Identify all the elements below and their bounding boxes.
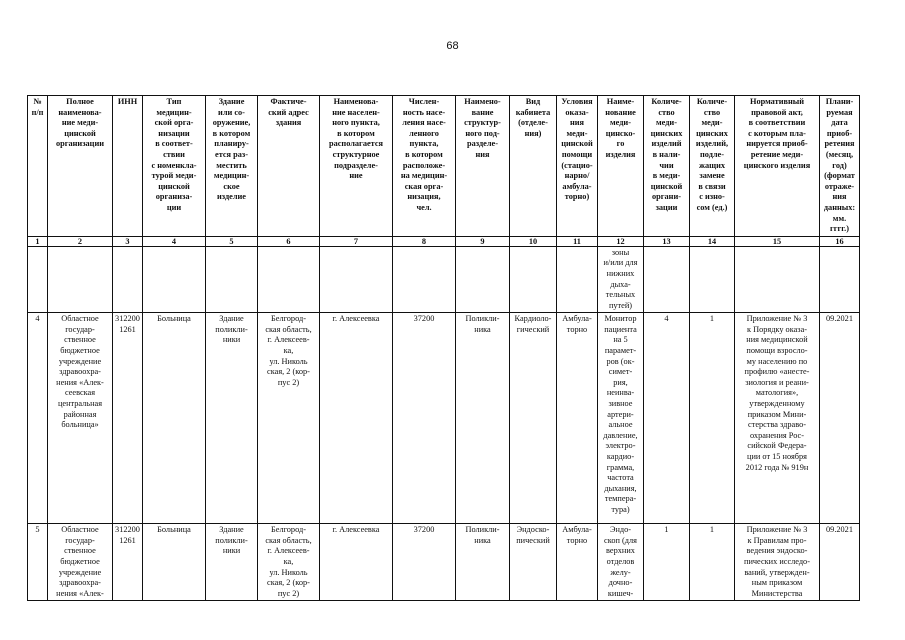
column-number: 16 bbox=[820, 236, 860, 246]
header-cell: Наиме- нование меди- цинско- го изделия bbox=[598, 96, 644, 237]
table-row bbox=[28, 313, 860, 524]
column-number: 5 bbox=[206, 236, 258, 246]
device-cell-continuation: зоны и/или для нижних дыха- тельных путей) bbox=[598, 246, 644, 313]
header-cell: ИНН bbox=[113, 96, 143, 237]
purchase-date: 09.2021 bbox=[820, 313, 860, 524]
row-number: 5 bbox=[28, 524, 48, 601]
building: Здание поликли- ники bbox=[206, 524, 258, 601]
header-cell: Наимено- вание структур- ного под- разделе- ния bbox=[456, 96, 510, 237]
org-type: Больница bbox=[143, 524, 206, 601]
population: 37200 bbox=[393, 524, 456, 601]
column-number: 6 bbox=[258, 236, 320, 246]
header-cell: Плани- руемая дата приоб- ретения (месяц, год) (формат отраже- ния данных: мм. гггг.) bbox=[820, 96, 860, 237]
continuation-row bbox=[28, 246, 860, 313]
column-number: 9 bbox=[456, 236, 510, 246]
legal-act: Приложение № 3 к Порядку оказа- ния медицинской помощи взросло- му населению по профилю «анесте- зиология и реани- матология», утвержденному приказом Мини- стерства здраво- охранения Рос- сийской Федера- ции от 15 ноября 2012 года № 919н bbox=[735, 313, 820, 524]
device-name: Эндо- скоп (для верхних отделов желу- дочно- кишеч- bbox=[598, 524, 644, 601]
header-cell: № п/п bbox=[28, 96, 48, 237]
header-row bbox=[28, 96, 860, 237]
qty-replace: 1 bbox=[690, 313, 735, 524]
row-number: 4 bbox=[28, 313, 48, 524]
device-name: Монитор пациента на 5 парамет- ров (ок- симет- рия, неинва- зивное артери- альное давление, электро- кардио- грамма, частота дыхания, темпера- тура) bbox=[598, 313, 644, 524]
cabinet-type: Кардиоло- гический bbox=[510, 313, 557, 524]
unit: Поликли- ника bbox=[456, 524, 510, 601]
legal-act: Приложение № 3 к Правилам про- ведения эндоско- пических исследо- ваний, утвержден- ным приказом Министерства bbox=[735, 524, 820, 601]
population: 37200 bbox=[393, 313, 456, 524]
header-cell: Наименова- ние населен- ного пункта, в котором располагается структурное подразделе- ние bbox=[320, 96, 393, 237]
qty-replace: 1 bbox=[690, 524, 735, 601]
org-name: Областное государ- ственное бюджетное учреждение здравоохра- нения «Алек- bbox=[48, 524, 113, 601]
page-number: 68 bbox=[446, 40, 459, 52]
header-cell: Полное наименова- ние меди- цинской организации bbox=[48, 96, 113, 237]
header-cell: Условия оказа- ния меди- цинской помощи (стацио- нарно/ амбула- торно) bbox=[557, 96, 598, 237]
qty-available: 1 bbox=[644, 524, 690, 601]
header-cell: Вид кабинета (отделе- ния) bbox=[510, 96, 557, 237]
header-cell: Здание или со- оружение, в котором планиру- ется раз- местить медицин- ское изделие bbox=[206, 96, 258, 237]
header-cell: Числен- ность насе- ления насе- ленного пункта, в котором расположе- на медицин- ская орга- низация, чел. bbox=[393, 96, 456, 237]
column-number-row bbox=[28, 236, 860, 246]
header-cell: Фактиче- ский адрес здания bbox=[258, 96, 320, 237]
column-number: 8 bbox=[393, 236, 456, 246]
care-conditions: Амбула- торно bbox=[557, 524, 598, 601]
locality: г. Алексеевка bbox=[320, 313, 393, 524]
unit: Поликли- ника bbox=[456, 313, 510, 524]
table-row bbox=[28, 524, 860, 601]
equipment-table bbox=[27, 95, 860, 601]
locality: г. Алексеевка bbox=[320, 524, 393, 601]
org-name: Областное государ- ственное бюджетное учреждение здравоохра- нения «Алек- сеевская центральная районная больница» bbox=[48, 313, 113, 524]
address: Белгород- ская область, г. Алексеев- ка, ул. Николь ская, 2 (кор- пус 2) bbox=[258, 524, 320, 601]
purchase-date: 09.2021 bbox=[820, 524, 860, 601]
qty-available: 4 bbox=[644, 313, 690, 524]
care-conditions: Амбула- торно bbox=[557, 313, 598, 524]
column-number: 1 bbox=[28, 236, 48, 246]
header-cell: Нормативный правовой акт, в соответствии с которым пла- нируется приоб- ретение меди- цинского изделия bbox=[735, 96, 820, 237]
header-cell: Количе- ство меди- цинских изделий в нали- чии в меди- цинской органи- зации bbox=[644, 96, 690, 237]
column-number: 2 bbox=[48, 236, 113, 246]
address: Белгород- ская область, г. Алексеев- ка, ул. Николь ская, 2 (кор- пус 2) bbox=[258, 313, 320, 524]
column-number: 7 bbox=[320, 236, 393, 246]
inn: 312200 1261 bbox=[113, 524, 143, 601]
column-number: 11 bbox=[557, 236, 598, 246]
column-number: 12 bbox=[598, 236, 644, 246]
org-type: Больница bbox=[143, 313, 206, 524]
cabinet-type: Эндоско- пический bbox=[510, 524, 557, 601]
column-number: 4 bbox=[143, 236, 206, 246]
column-number: 3 bbox=[113, 236, 143, 246]
column-number: 13 bbox=[644, 236, 690, 246]
inn: 312200 1261 bbox=[113, 313, 143, 524]
header-cell: Тип медицин- ской орга- низации в соответ- ствии с номенкла- турой меди- цинской организа- ции bbox=[143, 96, 206, 237]
column-number: 14 bbox=[690, 236, 735, 246]
building: Здание поликли- ники bbox=[206, 313, 258, 524]
column-number: 10 bbox=[510, 236, 557, 246]
header-cell: Количе- ство меди- цинских изделий, подле- жащих замене в связи с изно- сом (ед.) bbox=[690, 96, 735, 237]
column-number: 15 bbox=[735, 236, 820, 246]
